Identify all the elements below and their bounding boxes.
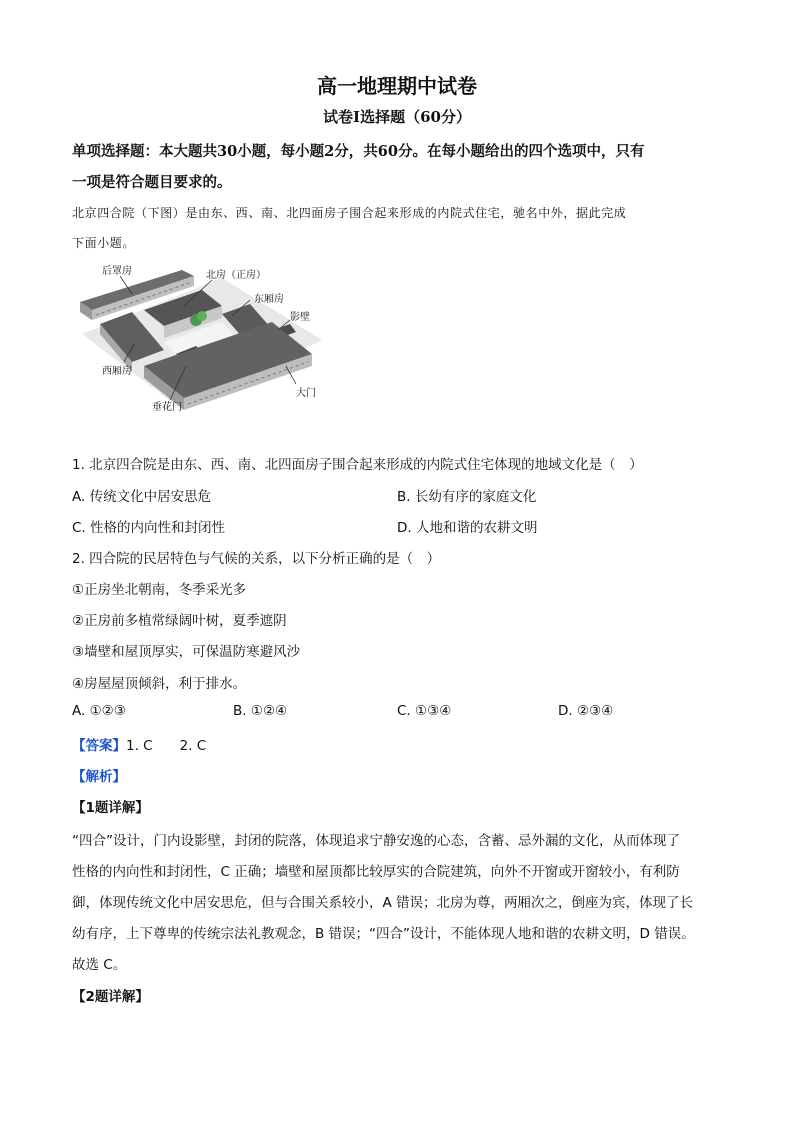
- intro-line-2: 下面小题。: [72, 236, 136, 250]
- detail-1-line-4: 幼有序，上下尊卑的传统宗法礼教观念，B 错误；“四合”设计，不能体现人地和谐的农耕文明，D 错误。: [72, 926, 695, 942]
- label-damen: 大门: [296, 388, 316, 399]
- label-dongxiang: 东厢房: [254, 294, 284, 305]
- question-1-option-d: D. 人地和谐的农耕文明: [397, 520, 538, 536]
- question-2-option-d: D. ②③④: [558, 703, 614, 719]
- instruction-line-2: 一项是符合题目要求的。: [72, 174, 232, 191]
- analysis-label: 【解析】: [72, 769, 126, 785]
- question-2-item-1: ①正房坐北朝南，冬季采光多: [72, 582, 247, 598]
- answer-values: 1. C 2. C: [126, 738, 207, 754]
- detail-1-line-2: 性格的内向性和封闭性，C 正确；墙壁和屋顶都比较厚实的合院建筑，向外不开窗或开窗较小，有利防: [72, 864, 680, 880]
- label-chuihua: 垂花门: [152, 402, 182, 412]
- answer-line: [72, 734, 206, 754]
- instruction-line-1: 单项选择题：本大题共30小题，每小题2分，共60分。在每小题给出的四个选项中，只有: [72, 143, 645, 160]
- question-1-stem: 1. 北京四合院是由东、西、南、北四面房子围合起来形成的内院式住宅体现的地域文化是（ ）: [72, 457, 643, 473]
- intro-line-1: 北京四合院（下图）是由东、西、南、北四面房子围合起来形成的内院式住宅，驰名中外，据此完成: [72, 206, 627, 220]
- detail-2-label: 【2题详解】: [72, 989, 149, 1005]
- detail-1-line-3: 御，体现传统文化中居安思危，但与合围关系较小，A 错误；北房为尊，两厢次之，倒座为宾，体现了长: [72, 895, 694, 911]
- detail-1-label: 【1题详解】: [72, 800, 149, 816]
- question-2-item-4: ④房屋屋顶倾斜，利于排水。: [72, 676, 247, 692]
- question-2-item-2: ②正房前多植常绿阔叶树，夏季遮阴: [72, 613, 287, 629]
- question-2-stem: 2. 四合院的民居特色与气候的关系，以下分析正确的是（ ）: [72, 551, 441, 567]
- answer-label: 【答案】: [72, 738, 126, 754]
- question-2-option-b: B. ①②④: [233, 703, 288, 719]
- question-1-option-b: B. 长幼有序的家庭文化: [397, 489, 537, 505]
- label-xixiang: 西厢房: [102, 366, 132, 377]
- detail-1-line-5: 故选 C。: [72, 957, 127, 973]
- label-houzhao: 后罩房: [102, 266, 132, 277]
- page-title: 高一地理期中试卷: [317, 74, 477, 98]
- question-2-item-3: ③墙壁和屋顶厚实，可保温防寒避风沙: [72, 644, 301, 660]
- question-1-option-a: A. 传统文化中居安思危: [72, 489, 212, 505]
- question-2-option-c: C. ①③④: [397, 703, 452, 719]
- label-beifang: 北房（正房）: [206, 270, 266, 281]
- section-subtitle: 试卷Ⅰ选择题（60分）: [323, 108, 471, 126]
- label-yingbi: 影壁: [290, 312, 310, 323]
- question-2-option-a: A. ①②③: [72, 703, 126, 719]
- question-1-option-c: C. 性格的内向性和封闭性: [72, 520, 226, 536]
- siheyuan-figure: [72, 262, 334, 412]
- detail-1-line-1: “四合”设计，门内设影壁，封闭的院落，体现追求宁静安逸的心态，含蓄、忌外漏的文化，从而体现了: [72, 833, 680, 849]
